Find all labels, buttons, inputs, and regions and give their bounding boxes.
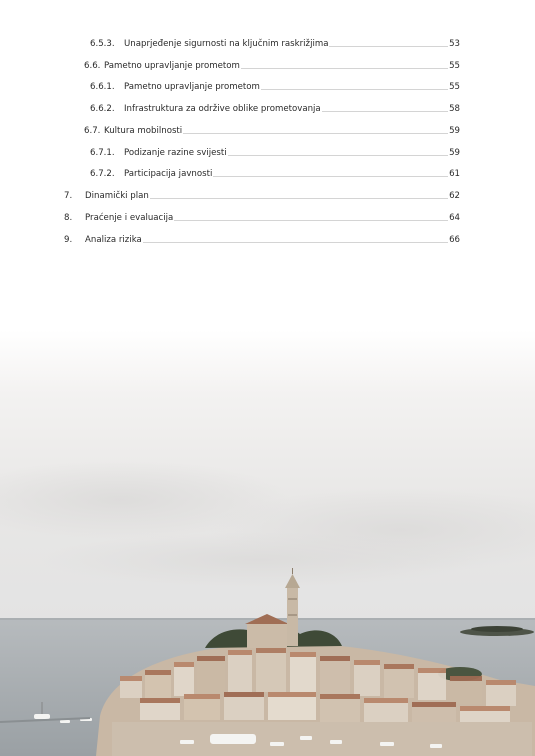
toc-entry-title: Analiza rizika — [85, 235, 142, 245]
toc-dot-leader — [228, 155, 448, 156]
toc-entry[interactable] — [64, 190, 460, 202]
toc-entry[interactable] — [90, 168, 460, 180]
toc-entry-page: 58 — [449, 104, 460, 114]
toc-entry-number: 9. — [64, 235, 73, 245]
toc-dot-leader — [174, 220, 448, 221]
toc-entry[interactable] — [84, 125, 460, 137]
toc-entry-number: 6.6.1. — [90, 82, 115, 92]
toc-entry-page: 64 — [449, 213, 460, 223]
toc-entry-number: 6.5.3. — [90, 39, 115, 49]
toc-entry-page: 62 — [449, 191, 460, 201]
cloud — [40, 532, 480, 588]
toc-entry-page: 55 — [449, 61, 460, 71]
toc-entry-number: 6.7.1. — [90, 148, 115, 158]
toc-entry[interactable] — [84, 60, 460, 72]
toc-entry-title: Participacija javnosti — [124, 169, 213, 179]
toc-dot-leader — [183, 133, 448, 134]
toc-entry-page: 66 — [449, 235, 460, 245]
toc-entry-number: 6.6. — [84, 61, 101, 71]
toc-entry-title: Pametno upravljanje prometom — [124, 82, 260, 92]
toc-entry-title: Pametno upravljanje prometom — [104, 61, 240, 71]
toc-entry-title: Dinamički plan — [85, 191, 149, 201]
toc-entry-title: Infrastruktura za održive oblike prometovanja — [124, 104, 321, 114]
toc-entry-number: 6.7.2. — [90, 169, 115, 179]
toc-dot-leader — [329, 46, 448, 47]
toc-entry-number: 6.6.2. — [90, 104, 115, 114]
toc-entry[interactable] — [64, 212, 460, 224]
toc-entry-title: Podizanje razine svijesti — [124, 148, 227, 158]
toc-dot-leader — [241, 68, 448, 69]
toc-entry-title: Praćenje i evaluacija — [85, 213, 174, 223]
coastal-old-town-photo — [0, 330, 535, 756]
toc-entry[interactable] — [64, 234, 460, 246]
toc-entry[interactable] — [90, 38, 460, 50]
toc-entry-page: 55 — [449, 82, 460, 92]
toc-entry[interactable] — [90, 103, 460, 115]
toc-entry-number: 8. — [64, 213, 73, 223]
toc-entry-page: 53 — [449, 39, 460, 49]
toc-entry-page: 61 — [449, 169, 460, 179]
toc-entry[interactable] — [90, 147, 460, 159]
distant-island-trees — [471, 626, 523, 632]
toc-entry-number: 6.7. — [84, 126, 101, 136]
toc-entry-page: 59 — [449, 148, 460, 158]
toc-entry-page: 59 — [449, 126, 460, 136]
toc-dot-leader — [213, 176, 448, 177]
toc-entry[interactable] — [90, 81, 460, 93]
table-of-contents — [0, 0, 535, 260]
toc-dot-leader — [143, 242, 448, 243]
toc-dot-leader — [261, 89, 448, 90]
toc-dot-leader — [150, 198, 448, 199]
toc-dot-leader — [322, 111, 448, 112]
toc-entry-number: 7. — [64, 191, 73, 201]
toc-entry-title: Unaprjeđenje sigurnosti na ključnim raskrižjima — [124, 39, 329, 49]
toc-entry-title: Kultura mobilnosti — [104, 126, 183, 136]
